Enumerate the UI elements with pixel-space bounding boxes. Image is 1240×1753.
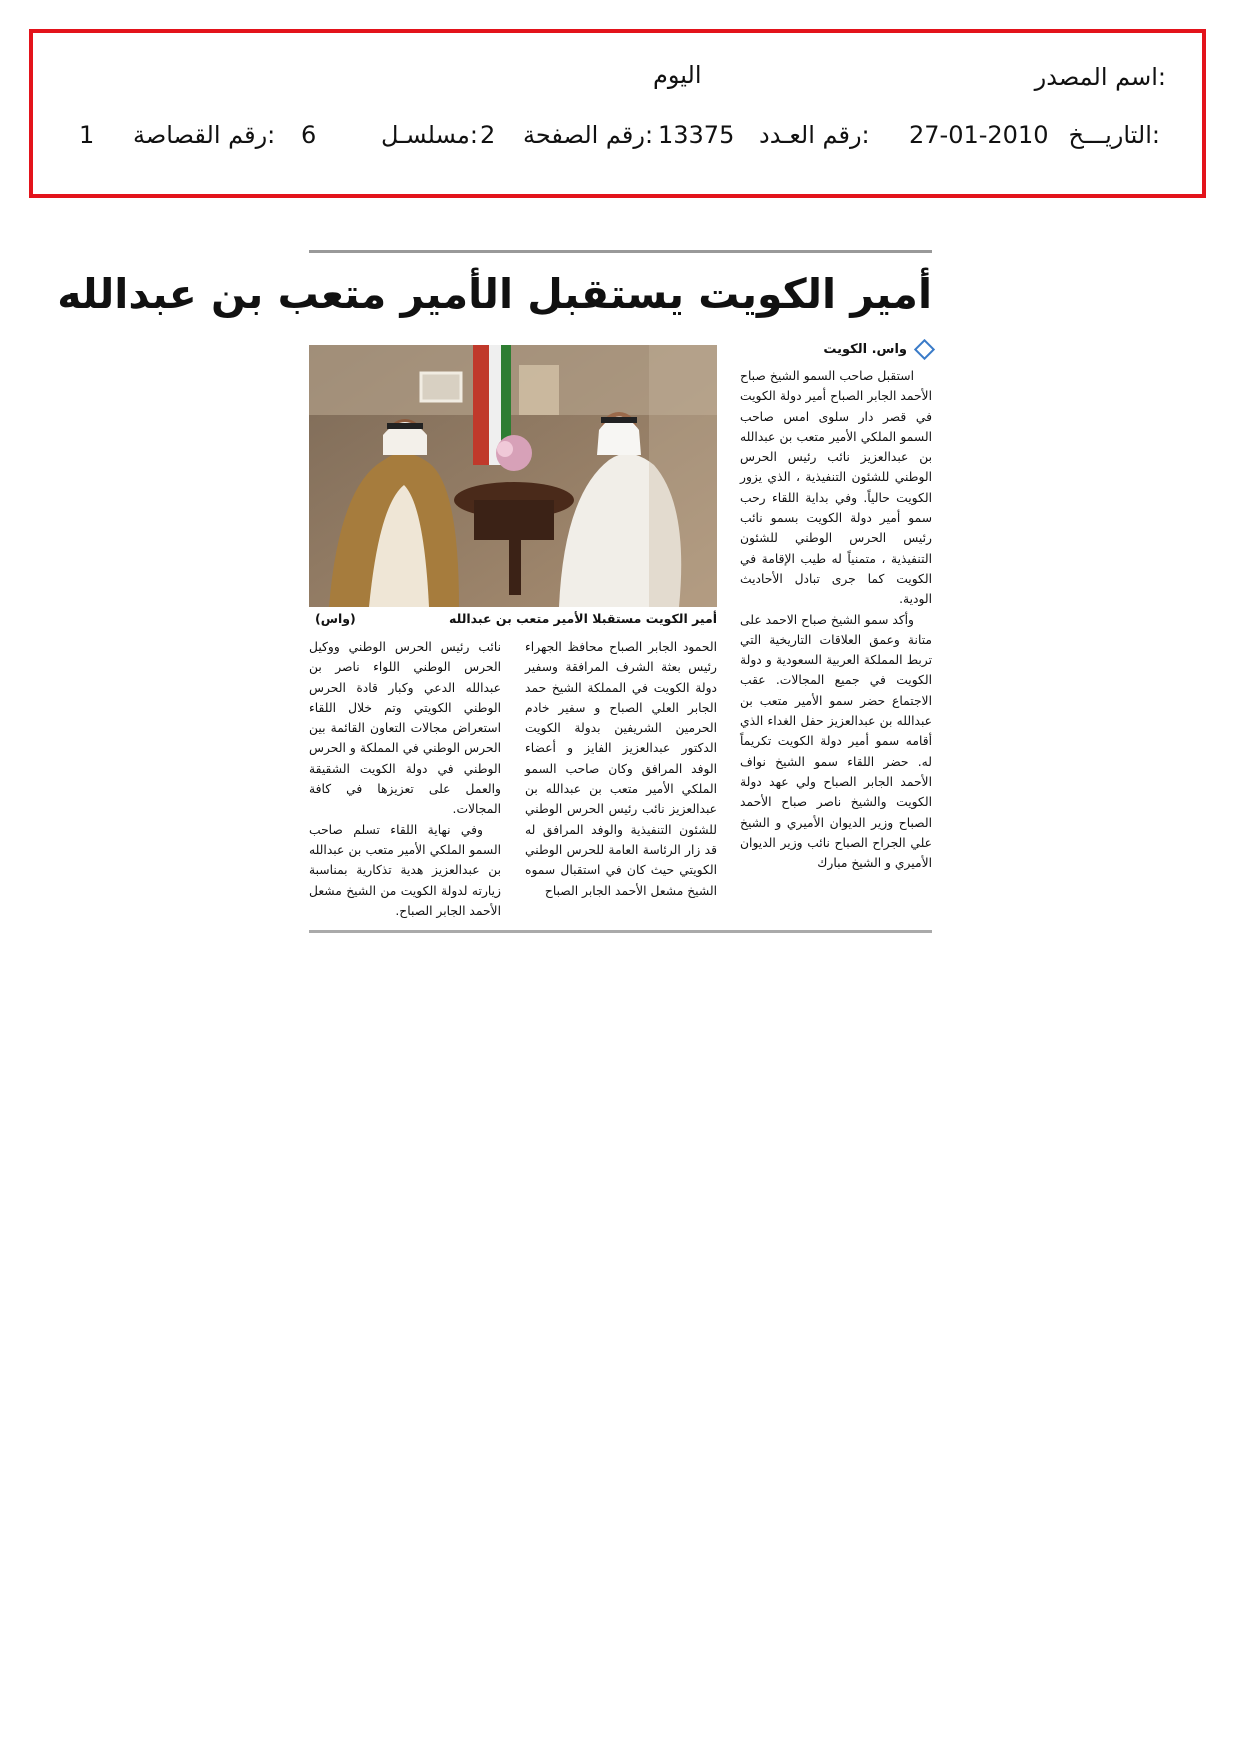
source-value: اليوم xyxy=(653,61,702,89)
photo-caption: أمير الكويت مستقبلا الأمير متعب بن عبدالله xyxy=(449,611,717,626)
news-photo xyxy=(309,345,717,607)
diamond-bullet-icon xyxy=(914,339,935,360)
text-column-right xyxy=(740,366,932,873)
news-clipping xyxy=(57,250,932,940)
headline: أمير الكويت يستقبل الأمير متعب بن عبدالله xyxy=(57,270,932,318)
page-value: 2 xyxy=(480,121,496,149)
metadata-header-box xyxy=(29,29,1206,198)
clip-value: 1 xyxy=(79,121,95,149)
paragraph: وفي نهاية اللقاء تسلم صاحب السمو الملكي الأمير متعب بن عبدالله بن عبدالعزيز هدية تذكارية بمناسبة زيارته لدولة الكويت من الشيخ مشعل الأحمد الجابر الصباح. xyxy=(309,822,501,918)
byline-text: واس. الكويت xyxy=(823,342,907,357)
top-rule xyxy=(309,250,932,253)
text-column-left xyxy=(309,637,501,921)
serial-label: مسلسـل: xyxy=(381,121,478,149)
source-label: اسم المصدر: xyxy=(1034,63,1166,91)
paragraph: وأكد سمو الشيخ صباح الاحمد على متانة وعمق العلاقات التاريخية التي تربط المملكة العربية السعودية و دولة الكويت في جميع المجالات. عقب الاجتماع حضر سمو الأمير متعب بن عبدالله بن عبدالعزيز حفل الغداء الذي أقامه سمو أمير دولة الكويت تكريماً له. حضر اللقاء سمو الشيخ نواف الأحمد الجابر الصباح ولي عهد دولة الكويت والشيخ ناصر صباح الأحمد الصباح وزير الديوان الأميري و الشيخ علي الجراح الصباح نائب وزير الديوان الأميري و الشيخ مبارك xyxy=(740,612,932,871)
clip-label: رقم القصاصة: xyxy=(133,121,276,149)
photo-credit: (واس) xyxy=(315,611,356,626)
date-value: 27-01-2010 xyxy=(909,121,1049,149)
photo-illustration xyxy=(309,345,717,607)
date-label: التاريـــخ: xyxy=(1068,121,1160,149)
paragraph: نائب رئيس الحرس الوطني ووكيل الحرس الوطني اللواء ناصر بن عبدالله الدعي وكبار قادة الحرس الوطني الكويتي وتم خلال اللقاء استعراض مجالات التعاون القائمة بين الحرس الوطني في المملكة و الحرس الوطني في دولة الكويت الشقيقة والعمل على تعزيزها في كافة المجالات. xyxy=(309,640,501,817)
paragraph: الحمود الجابر الصباح محافظ الجهراء رئيس بعثة الشرف المرافقة وسفير دولة الكويت في المملكة الشيخ حمد الجابر العلي الصباح و سفير خادم الحرمين الشريفين بدولة الكويت الدكتور عبدالعزيز الفايز و أعضاء الوفد المرافق وكان صاحب السمو الملكي الأمير متعب بن عبدالله بن عبدالعزيز نائب رئيس الحرس الوطني للشئون التنفيذية والوفد المرافق له قد زار الرئاسة العامة للحرس الوطني الكويتي حيث كان في استقبال سموه الشيخ مشعل الأحمد الجابر الصباح xyxy=(525,640,717,898)
page-label: رقم الصفحة: xyxy=(523,121,654,149)
bottom-rule xyxy=(309,930,932,933)
paragraph: استقبل صاحب السمو الشيخ صباح الأحمد الجابر الصباح أمير دولة الكويت في قصر دار سلوى امس صاحب السمو الملكي الأمير متعب بن عبدالله بن عبدالعزيز نائب رئيس الحرس الوطني للشئون التنفيذية ، الذي يزور الكويت حالياً. وفي بداية اللقاء رحب سمو أمير دولة الكويت بسمو نائب رئيس الحرس الوطني للشئون التنفيذية ، متمنياً له طيب الإقامة في الكويت كما جرى تبادل الأحاديث الودية. xyxy=(740,369,932,607)
serial-value: 6 xyxy=(301,121,317,149)
issue-label: رقم العـدد: xyxy=(759,121,870,149)
issue-value: 13375 xyxy=(658,121,735,149)
byline xyxy=(754,342,932,364)
text-column-middle xyxy=(525,637,717,901)
